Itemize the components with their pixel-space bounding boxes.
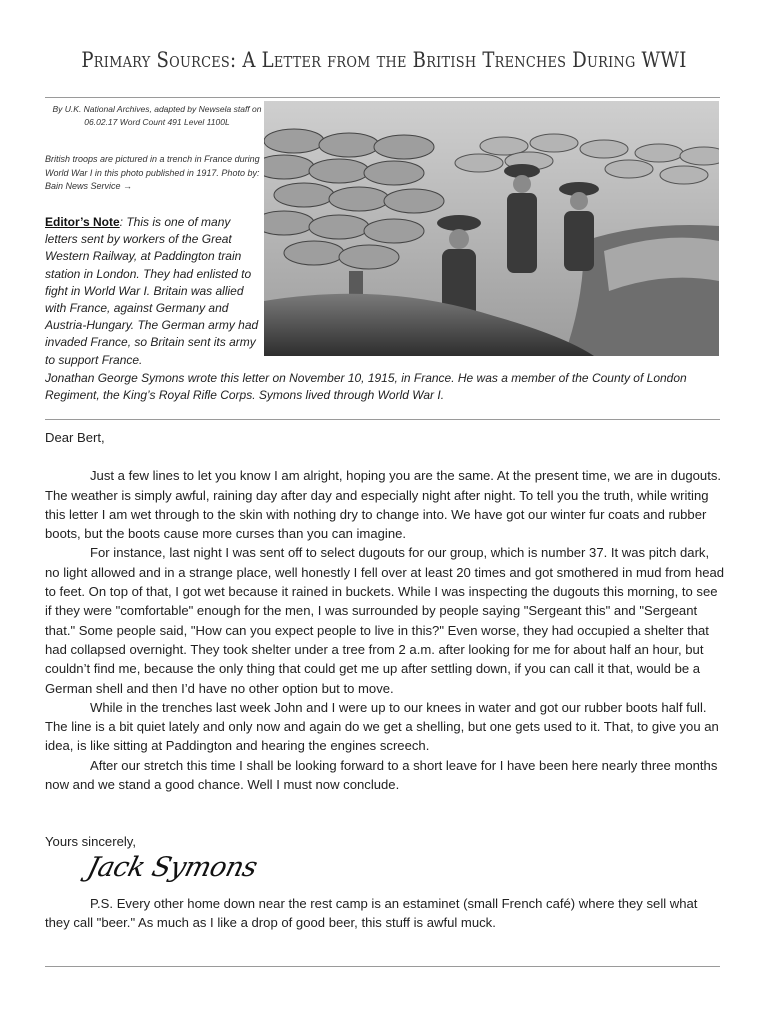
letter-body	[45, 428, 725, 794]
postscript-text: P.S. Every other home down near the rest camp is an estaminet (small French café) where they sell what they call "beer." As much as I like a drop of good beer, this stuff is awful muck.	[45, 896, 698, 931]
letter-paragraph: Just a few lines to let you know I am alright, hoping you are the same. At the present time, we are in dugouts. The weather is simply awful, raining day after day and especially night after night. To tell you the truth, while writing this letter I am wet through to the skin with nothing dry to change into. We have got our winter fur coats and rubber boots, but the boots cause more curses than you can imagine.	[45, 468, 722, 542]
page-title: Primary Sources: A Letter from the British Trenches During WWI	[81, 48, 687, 72]
postscript	[45, 894, 725, 933]
editor-note-label: Editor’s Note	[45, 215, 120, 229]
bottom-divider	[45, 966, 720, 967]
letter-paragraph: For instance, last night I was sent off to select dugouts for our group, which is number 37. It was pitch dark, no light allowed and in a strange place, well honestly I fell over at least 20 times and got smothered in mud from head to feet. On top of that, I got wet because it rained in buckets. While I was inspecting the dugouts this morning, to see if they were "comfortable" enough for the men, I was surrounded by people saying "Sergeant this" and "Sergeant that." Some people said, "How can you expect people to live in this?" Even worse, they had occupied a shelter that had collapsed overnight. They took shelter under a tree from 2 a.m. after looking for me for about half an hour, but couldn’t find me, because the only thing that could get me up after settling down, if you can call it that, would be a German shell and then I’d have no other option but to move.	[45, 545, 725, 696]
top-divider	[45, 97, 720, 98]
letter-closing: Yours sincerely,	[45, 834, 136, 849]
editor-note-continued: Jonathan George Symons wrote this letter on November 10, 1915, in France. He was a member of the County of London Regiment, the King’s Royal Rifle Corps. Symons lived through World War I.	[45, 371, 687, 402]
middle-divider	[45, 419, 720, 420]
byline: By U.K. National Archives, adapted by Newsela staff on 06.02.17 Word Count 491 Level 1100L	[52, 104, 262, 127]
photo-caption: British troops are pictured in a trench in France during World War I in this photo published in 1917. Photo by: Bain News Service →	[45, 154, 260, 191]
trench-photo	[264, 101, 719, 356]
letter-paragraph: After our stretch this time I shall be looking forward to a short leave for I have been here nearly three months now and we stand a good chance. Well I must now conclude.	[45, 757, 718, 793]
letter-greeting: Dear Bert,	[45, 430, 105, 445]
editor-note-text: : This is one of many letters sent by workers of the Great Western Railway, at Paddington train station in London. They had enlisted to fight in World War I. Britain was allied with France, against Germany and Austria-Hungary. The German army had invaded France, so Britain sent its army to support France.	[45, 215, 259, 367]
signature: Jack Symons	[84, 852, 261, 883]
letter-paragraph: While in the trenches last week John and I were up to our knees in water and got our rubber boots half full. The line is a bit quiet lately and only now and again do we get a shelling, but one gets used to it. That, to give you an idea, is like sitting at Paddington and hearing the engines screech.	[45, 699, 719, 754]
trench-photo-illustration	[264, 101, 719, 356]
editor-note	[45, 214, 265, 369]
